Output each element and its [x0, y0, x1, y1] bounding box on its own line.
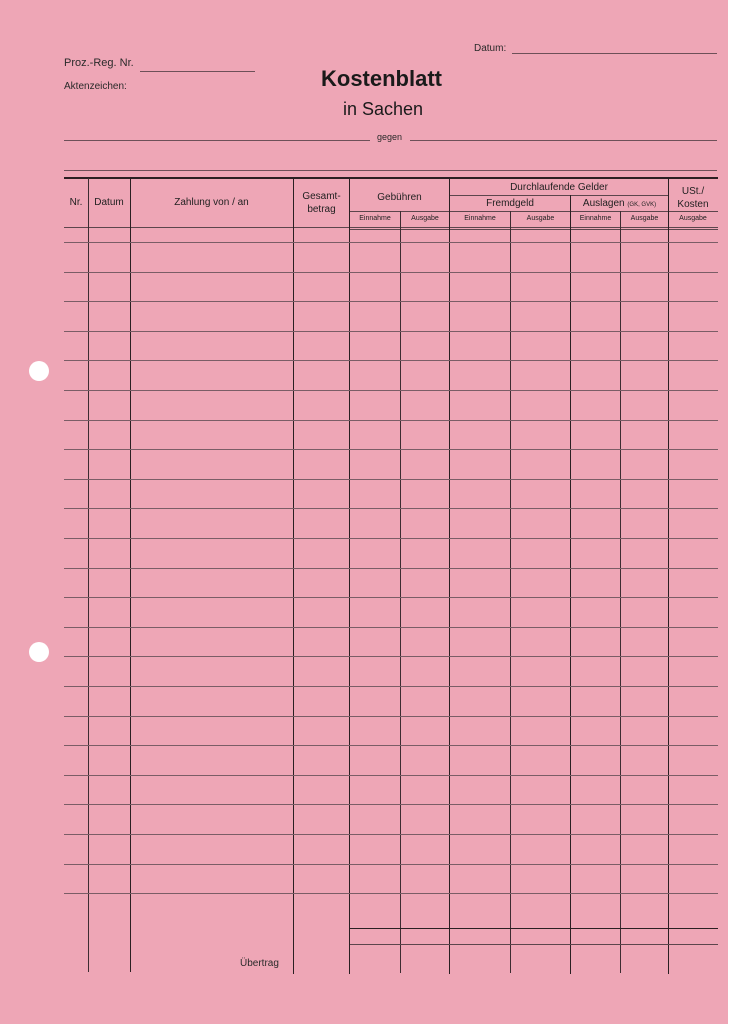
proz-reg-field[interactable] — [140, 71, 255, 72]
header-subline-einnahme-ausgabe — [350, 211, 718, 212]
table-row — [64, 775, 718, 776]
form-subtitle: in Sachen — [343, 99, 424, 119]
header-fremdgeld: Fremdgeld — [486, 198, 534, 209]
header-fremdgeld-ausgabe: Ausgabe — [526, 215, 555, 222]
datum-label: Datum: — [474, 43, 507, 54]
table-row — [64, 449, 718, 450]
punch-hole-top — [29, 361, 49, 381]
table-row — [64, 360, 718, 361]
gegen-label: gegen — [377, 132, 403, 142]
header-ust-2: Kosten — [677, 199, 709, 210]
sachen-field-right[interactable] — [410, 140, 717, 141]
header-bottom-line-2 — [350, 229, 718, 230]
header-fremdgeld-einnahme: Einnahme — [464, 215, 496, 222]
header-auslagen-ausgabe: Ausgabe — [630, 215, 659, 222]
punch-hole-bottom — [29, 642, 49, 662]
table-row — [64, 242, 718, 243]
header-gesamt-1: Gesamt- — [302, 191, 341, 202]
table-row — [64, 834, 718, 835]
header-auslagen-note: (GK, GVK) — [627, 202, 657, 208]
header-subline-durchlaufende — [449, 195, 668, 196]
uebertrag-mid-line — [350, 944, 718, 945]
table-row — [64, 893, 718, 894]
uebertrag-label: Übertrag — [240, 958, 279, 969]
table-row — [64, 479, 718, 480]
header-gesamt-2: betrag — [307, 204, 336, 215]
table-row — [64, 804, 718, 805]
header-gebuehren-ausgabe: Ausgabe — [411, 215, 439, 222]
sachen-field-left[interactable] — [64, 140, 370, 141]
table-row — [64, 745, 718, 746]
header-durchlaufende: Durchlaufende Gelder — [510, 182, 608, 193]
header-auslagen-label: Auslagen — [582, 198, 625, 209]
header-gebuehren: Gebühren — [377, 192, 422, 203]
table-row — [64, 656, 718, 657]
header-gebuehren-einnahme: Einnahme — [359, 215, 391, 222]
form-title: Kostenblatt — [321, 66, 442, 91]
table-top-border — [64, 177, 718, 179]
table-row — [64, 508, 718, 509]
header-ust-1: USt./ — [681, 186, 705, 197]
table-row — [64, 597, 718, 598]
aktenzeichen-label: Aktenzeichen: — [64, 81, 127, 92]
table-row — [64, 390, 718, 391]
datum-field[interactable] — [512, 53, 717, 54]
table-row — [64, 686, 718, 687]
gegen-field[interactable] — [64, 170, 717, 171]
table-row — [64, 538, 718, 539]
header-zahlung: Zahlung von / an — [174, 197, 249, 208]
table-row — [64, 568, 718, 569]
header-ust-ausgabe: Ausgabe — [679, 215, 707, 222]
table-body[interactable] — [64, 242, 718, 922]
uebertrag-top-line — [350, 928, 718, 929]
table-row — [64, 301, 718, 302]
header-datum: Datum — [94, 197, 124, 208]
header-auslagen-einnahme: Einnahme — [579, 215, 612, 222]
table-row — [64, 627, 718, 628]
table-row — [64, 272, 718, 273]
table-row — [64, 331, 718, 332]
table-row — [64, 864, 718, 865]
header-auslagen — [571, 198, 668, 211]
table-row — [64, 716, 718, 717]
header-nr: Nr. — [69, 197, 83, 208]
table-row — [64, 420, 718, 421]
proz-reg-label: Proz.-Reg. Nr. — [64, 57, 134, 69]
